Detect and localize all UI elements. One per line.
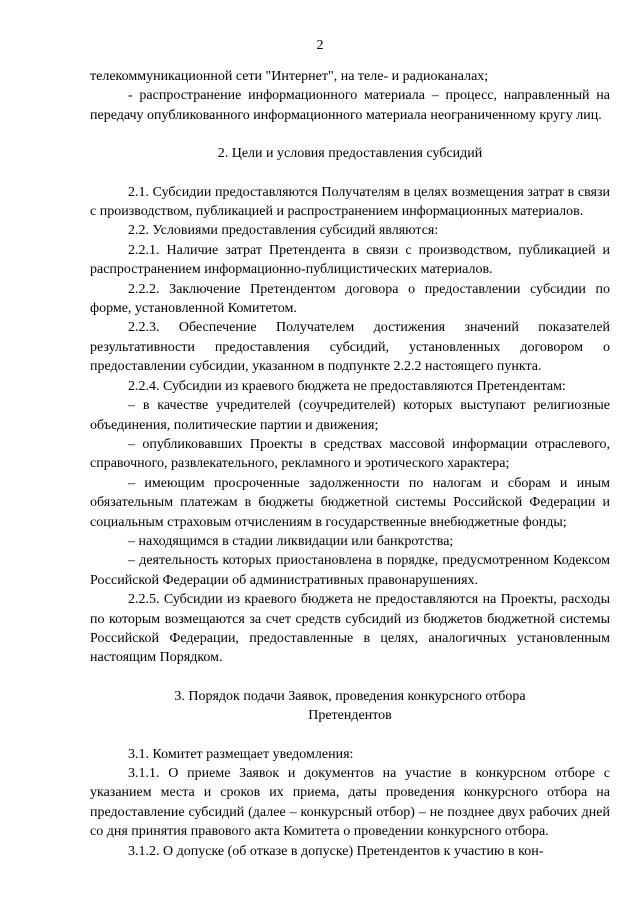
paragraph-intro-continuation: телекоммуникационной сети "Интернет", на теле- и радиоканалах; (90, 69, 489, 84)
list-item-media: – опубликовавших Проекты в средствах массовой информации отраслевого, справочного, развлекательного, рекламного и эротического характера; (90, 436, 610, 472)
paragraph-3-1-2: 3.1.2. О допуске (об отказе в допуске) Претендентов к участию в кон- (128, 843, 544, 859)
section-3-heading-line-1: 3. Порядок подачи Заявок, проведения конкурсного отбора (174, 688, 526, 704)
list-item-suspended: – деятельность которых приостановлена в порядке, предусмотренном Кодексом Российской Федерации об административных правонарушениях. (90, 553, 610, 588)
paragraph-2-2-3: 2.2.3. Обеспечение Получателем достижения значений показателей результативности предоставления субсидий, установленных договором о предоставлении субсидии, указанном в подпункте 2.2.2 настоящего пункта. (90, 320, 610, 375)
paragraph-2-1: 2.1. Субсидии предоставляются Получателям в целях возмещения затрат в связи с производством, публикацией и распространением информационных материалов. (90, 184, 610, 220)
list-item-debts: – имеющим просроченные задолженности по налогам и сборам и иным обязательным платежам в бюджеты бюджетной системы Российской Федерации и социальным страховым отчислениям в государственные внебюджетные фонды; (90, 475, 610, 530)
paragraph-2-2-4: 2.2.4. Субсидии из краевого бюджета не предоставляются Претендентам: (128, 378, 566, 394)
spacer (90, 125, 610, 144)
list-item-religious: – в качестве учредителей (соучредителей) которых выступают религиозные объединения, политические партии и движения; (90, 398, 610, 433)
paragraph-2-2: 2.2. Условиями предоставления субсидий являются: (128, 223, 439, 239)
section-3-heading-line-2: Претендентов (308, 708, 392, 724)
paragraph-3-1-1: 3.1.1. О приеме Заявок и документов на участие в конкурсном отборе с указанием места и сроков их приема, даты проведения конкурсного отбора на предоставление субсидий (далее – конкурсный отбор) – не позднее двух рабочих дней со дня принятия правового акта Комитета о проведении конкурсного отбора. (90, 766, 610, 840)
paragraph-3-1: 3.1. Комитет размещает уведомления: (128, 746, 354, 762)
page-number: 2 (316, 38, 324, 53)
spacer (90, 164, 610, 183)
document-body (90, 67, 610, 861)
section-2-heading: 2. Цели и условия предоставления субсидий (217, 146, 483, 162)
list-item-liquidation: – находящимся в стадии ликвидации или банкротства; (128, 533, 454, 549)
paragraph-2-2-5: 2.2.5. Субсидии из краевого бюджета не предоставляются на Проекты, расходы по которым возмещаются за счет средств субсидий из бюджетов бюджетной системы Российской Федерации, предоставленные в целях, аналогичных установленным настоящим Порядком. (90, 592, 610, 666)
paragraph-intro-definition: - распространение информационного материала – процесс, направленный на передачу опубликованного информационного материала неограниченному кругу лиц. (90, 88, 610, 123)
paragraph-2-2-1: 2.2.1. Наличие затрат Претендента в связи с производством, публикацией и распространением информационно-публицистических материалов. (90, 242, 610, 278)
paragraph-2-2-2: 2.2.2. Заключение Претендентом договора о предоставлении субсидии по форме, установленной Комитетом. (90, 281, 610, 317)
spacer (90, 726, 610, 745)
spacer (90, 668, 610, 687)
